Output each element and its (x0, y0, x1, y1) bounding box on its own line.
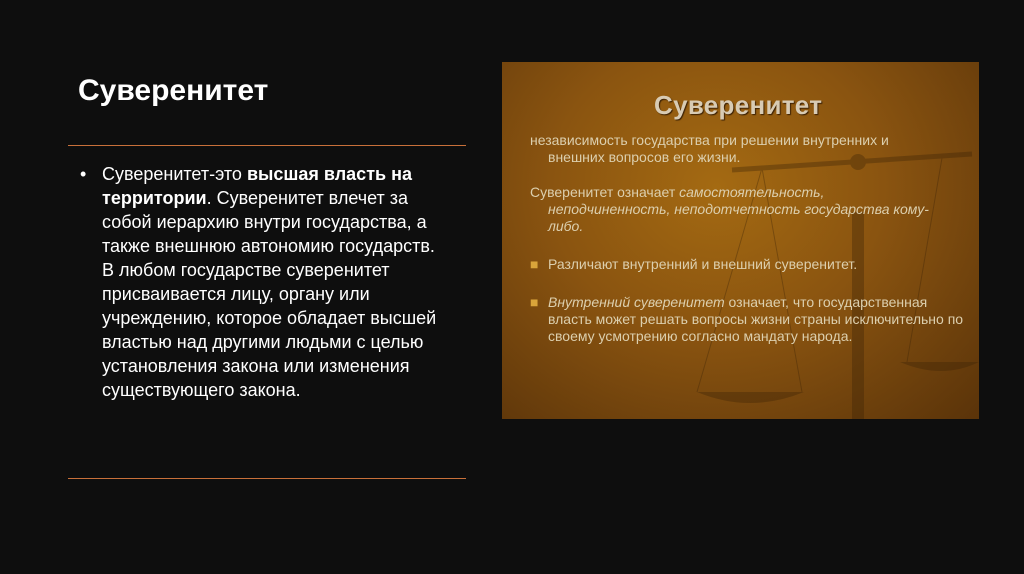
definition-line-1: независимость государства при решении внутренних и (530, 132, 889, 148)
slide-body (80, 162, 450, 402)
bullet-1-text: Различают внутренний и внешний суверенитет. (548, 256, 858, 272)
body-text-start: Суверенитет-это (102, 164, 247, 184)
definition-text (530, 132, 970, 166)
body-paragraph (102, 162, 450, 402)
sovereignty-image (502, 62, 979, 419)
body-text-bold: высшая власть на территории (102, 164, 412, 208)
bottom-divider (68, 478, 466, 479)
slide-title: Суверенитет (78, 74, 269, 107)
bullet-2-em: Внутренний суверенитет (548, 294, 725, 310)
meaning-em-2: неподчиненность, неподотчетность государства кому- (548, 201, 929, 217)
square-bullet-icon: ■ (530, 256, 539, 272)
picture-bullet-2 (530, 294, 970, 345)
picture-title: Суверенитет (654, 90, 823, 120)
body-text-rest: . Суверенитет влечет за собой иерархию внутри государства, а также внешнюю автономию государств. В любом государстве суверенитет присваивается лицу, органу или учреждению, которое обладает высшей властью над другими людьми с целью установления закона или изменения существующего закона. (102, 188, 437, 400)
bullet-2-text (548, 294, 970, 345)
meaning-em-1: самостоятельность, (679, 184, 825, 200)
picture-bullet-1 (530, 256, 970, 273)
square-bullet-icon: ■ (530, 294, 539, 310)
meaning-lead: Суверенитет означает (530, 184, 680, 200)
definition-line-2: внешних вопросов его жизни. (548, 149, 741, 165)
bullet-2-rest: означает, что государственная власть может решать вопросы жизни страны исключительно по своему усмотрению согласно мандату народа. (548, 294, 964, 344)
meaning-text (530, 184, 970, 235)
bullet-marker: • (80, 164, 87, 184)
top-divider (68, 145, 466, 146)
meaning-em-3: либо. (548, 218, 584, 234)
